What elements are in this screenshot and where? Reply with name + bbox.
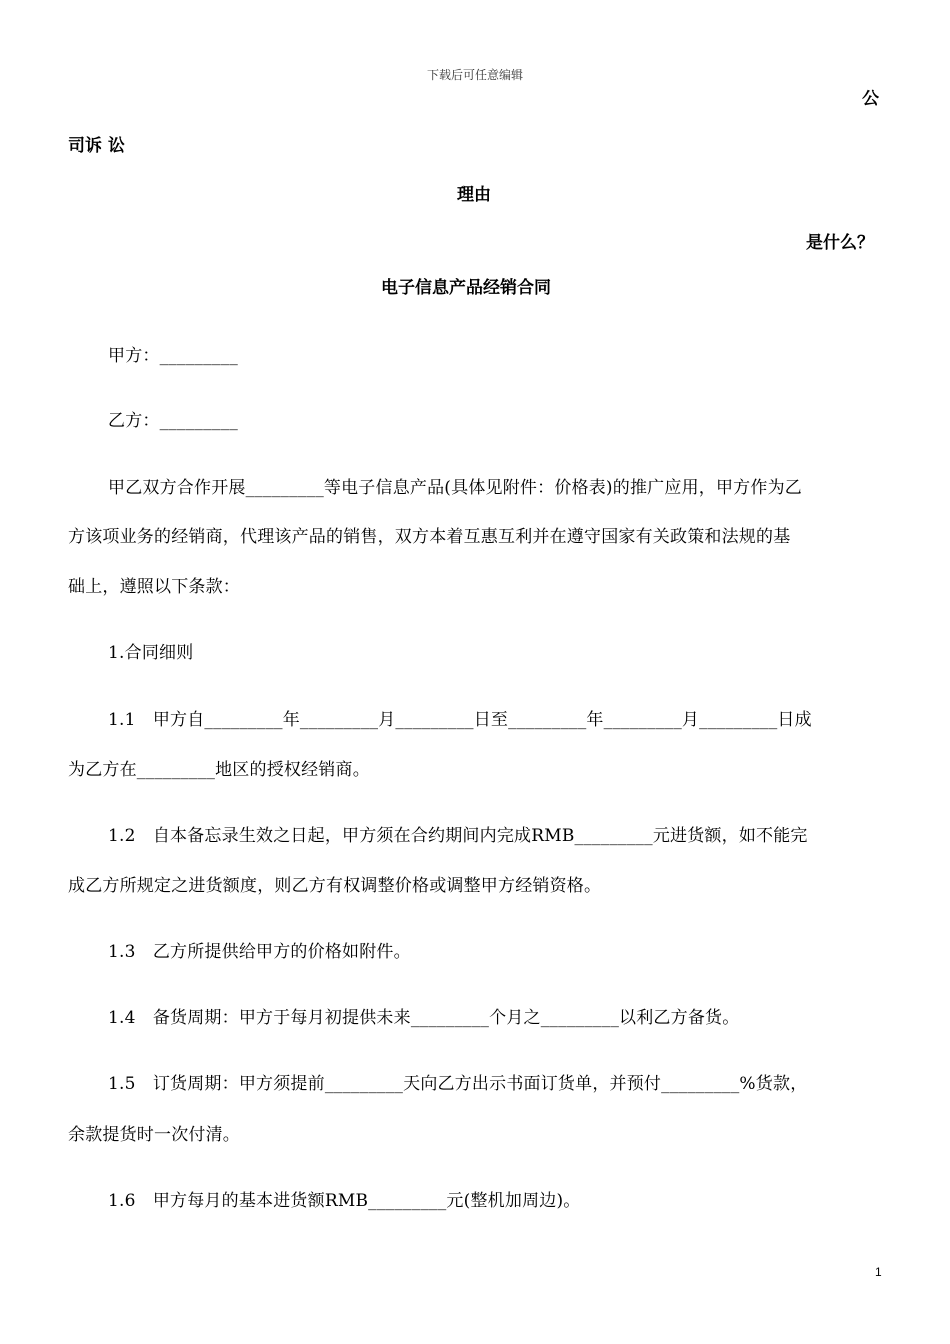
clause-line: 1.3 乙方所提供给甲方的价格如附件。 <box>108 942 411 962</box>
party-a-line: 甲方：_________ <box>108 346 238 366</box>
intro-line: 方该项业务的经销商，代理该产品的销售，双方本着互惠互利并在遵守国家有关政策和法规的基 <box>68 527 791 547</box>
clause-line: 1.5 订货周期：甲方须提前_________天向乙方出示书面订货单，并预付_________%货款， <box>108 1074 808 1094</box>
intro-line: 甲乙双方合作开展_________等电子信息产品(具体见附件：价格表)的推广应用，甲方作为乙 <box>108 478 802 498</box>
party-b-line: 乙方：_________ <box>108 411 238 431</box>
page-number: 1 <box>875 1265 882 1279</box>
scatter-title-part-4: 是什么？ <box>806 233 874 253</box>
intro-line: 础上，遵照以下条款： <box>68 577 240 597</box>
scatter-title-part-2: 司诉 讼 <box>68 136 125 156</box>
clause-line: 1.4 备货周期：甲方于每月初提供未来_________个月之_________以利乙方备货。 <box>108 1008 740 1028</box>
clause-line: 1.1 甲方自_________年_________月_________日至_________年_________月_________日成 <box>108 710 812 730</box>
section-heading: 1.合同细则 <box>108 643 194 663</box>
header-note: 下载后可任意编辑 <box>426 68 523 82</box>
clause-line: 为乙方在_________地区的授权经销商。 <box>68 760 370 780</box>
document-title: 电子信息产品经销合同 <box>381 278 551 298</box>
clause-line: 余款提货时一次付清。 <box>68 1125 240 1145</box>
clause-line: 1.6 甲方每月的基本进货额RMB_________元(整机加周边)。 <box>108 1191 581 1211</box>
scatter-title-part-1: 公 <box>862 89 879 109</box>
clause-line: 成乙方所规定之进货额度，则乙方有权调整价格或调整甲方经销资格。 <box>68 876 602 896</box>
scatter-title-part-3: 理由 <box>457 185 491 205</box>
clause-line: 1.2 自本备忘录生效之日起，甲方须在合约期间内完成RMB_________元进货额，如不能完 <box>108 826 808 846</box>
